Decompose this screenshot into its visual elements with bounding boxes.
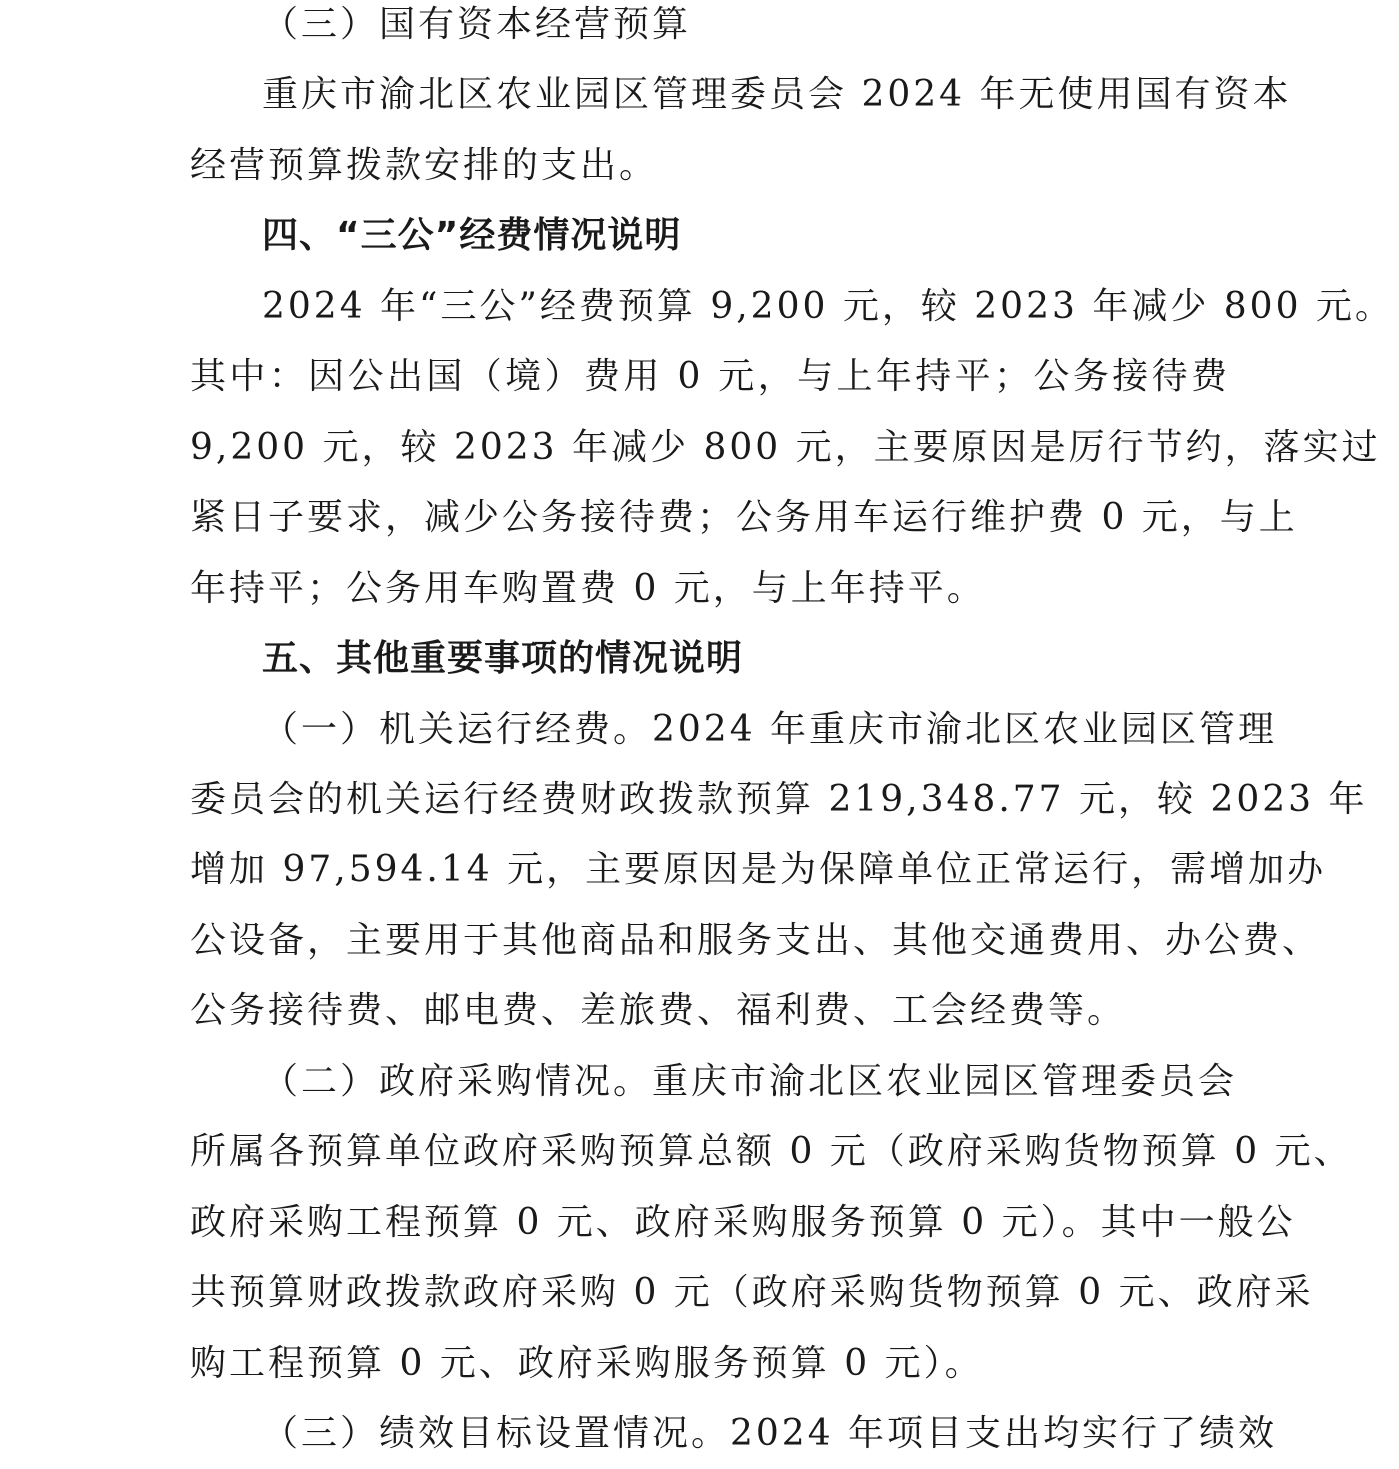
paragraph-line: （三）绩效目标设置情况。2024 年项目支出均实行了绩效 xyxy=(262,1413,1278,1454)
paragraph-line: 年持平；公务用车购置费 0 元，与上年持平。 xyxy=(190,568,986,609)
paragraph-line: 9,200 元，较 2023 年减少 800 元，主要原因是厉行节约，落实过 xyxy=(190,427,1381,468)
paragraph-line: 紧日子要求，减少公务接待费；公务用车运行维护费 0 元，与上 xyxy=(190,497,1298,538)
paragraph-line: 委员会的机关运行经费财政拨款预算 219,348.77 元，较 2023 年 xyxy=(190,779,1368,820)
section-heading-three-public-expenses: 四、“三公”经费情况说明 xyxy=(262,215,682,256)
paragraph-line: （一）机关运行经费。2024 年重庆市渝北区农业园区管理 xyxy=(262,709,1278,750)
paragraph-line: 共预算财政拨款政府采购 0 元（政府采购货物预算 0 元、政府采 xyxy=(190,1272,1314,1313)
paragraph-line: 增加 97,594.14 元，主要原因是为保障单位正常运行，需增加办 xyxy=(190,849,1327,890)
paragraph-line: 政府采购工程预算 0 元、政府采购服务预算 0 元）。其中一般公 xyxy=(190,1202,1296,1243)
paragraph-line: 经营预算拨款安排的支出。 xyxy=(190,145,659,186)
subsection-heading-state-capital-budget: （三）国有资本经营预算 xyxy=(262,4,692,45)
paragraph-line: 2024 年“三公”经费预算 9,200 元，较 2023 年减少 800 元。 xyxy=(262,286,1394,327)
paragraph-line: 公务接待费、邮电费、差旅费、福利费、工会经费等。 xyxy=(190,990,1127,1031)
paragraph-line: 购工程预算 0 元、政府采购服务预算 0 元）。 xyxy=(190,1343,984,1384)
paragraph-line: 所属各预算单位政府采购预算总额 0 元（政府采购货物预算 0 元、 xyxy=(190,1131,1353,1172)
paragraph-line: （二）政府采购情况。重庆市渝北区农业园区管理委员会 xyxy=(262,1061,1238,1102)
paragraph-line: 公设备，主要用于其他商品和服务支出、其他交通费用、办公费、 xyxy=(190,920,1322,961)
paragraph-line: 其中：因公出国（境）费用 0 元，与上年持平；公务接待费 xyxy=(190,356,1230,397)
paragraph-line: 重庆市渝北区农业园区管理委员会 2024 年无使用国有资本 xyxy=(262,74,1292,115)
section-heading-other-matters: 五、其他重要事项的情况说明 xyxy=(262,638,744,679)
